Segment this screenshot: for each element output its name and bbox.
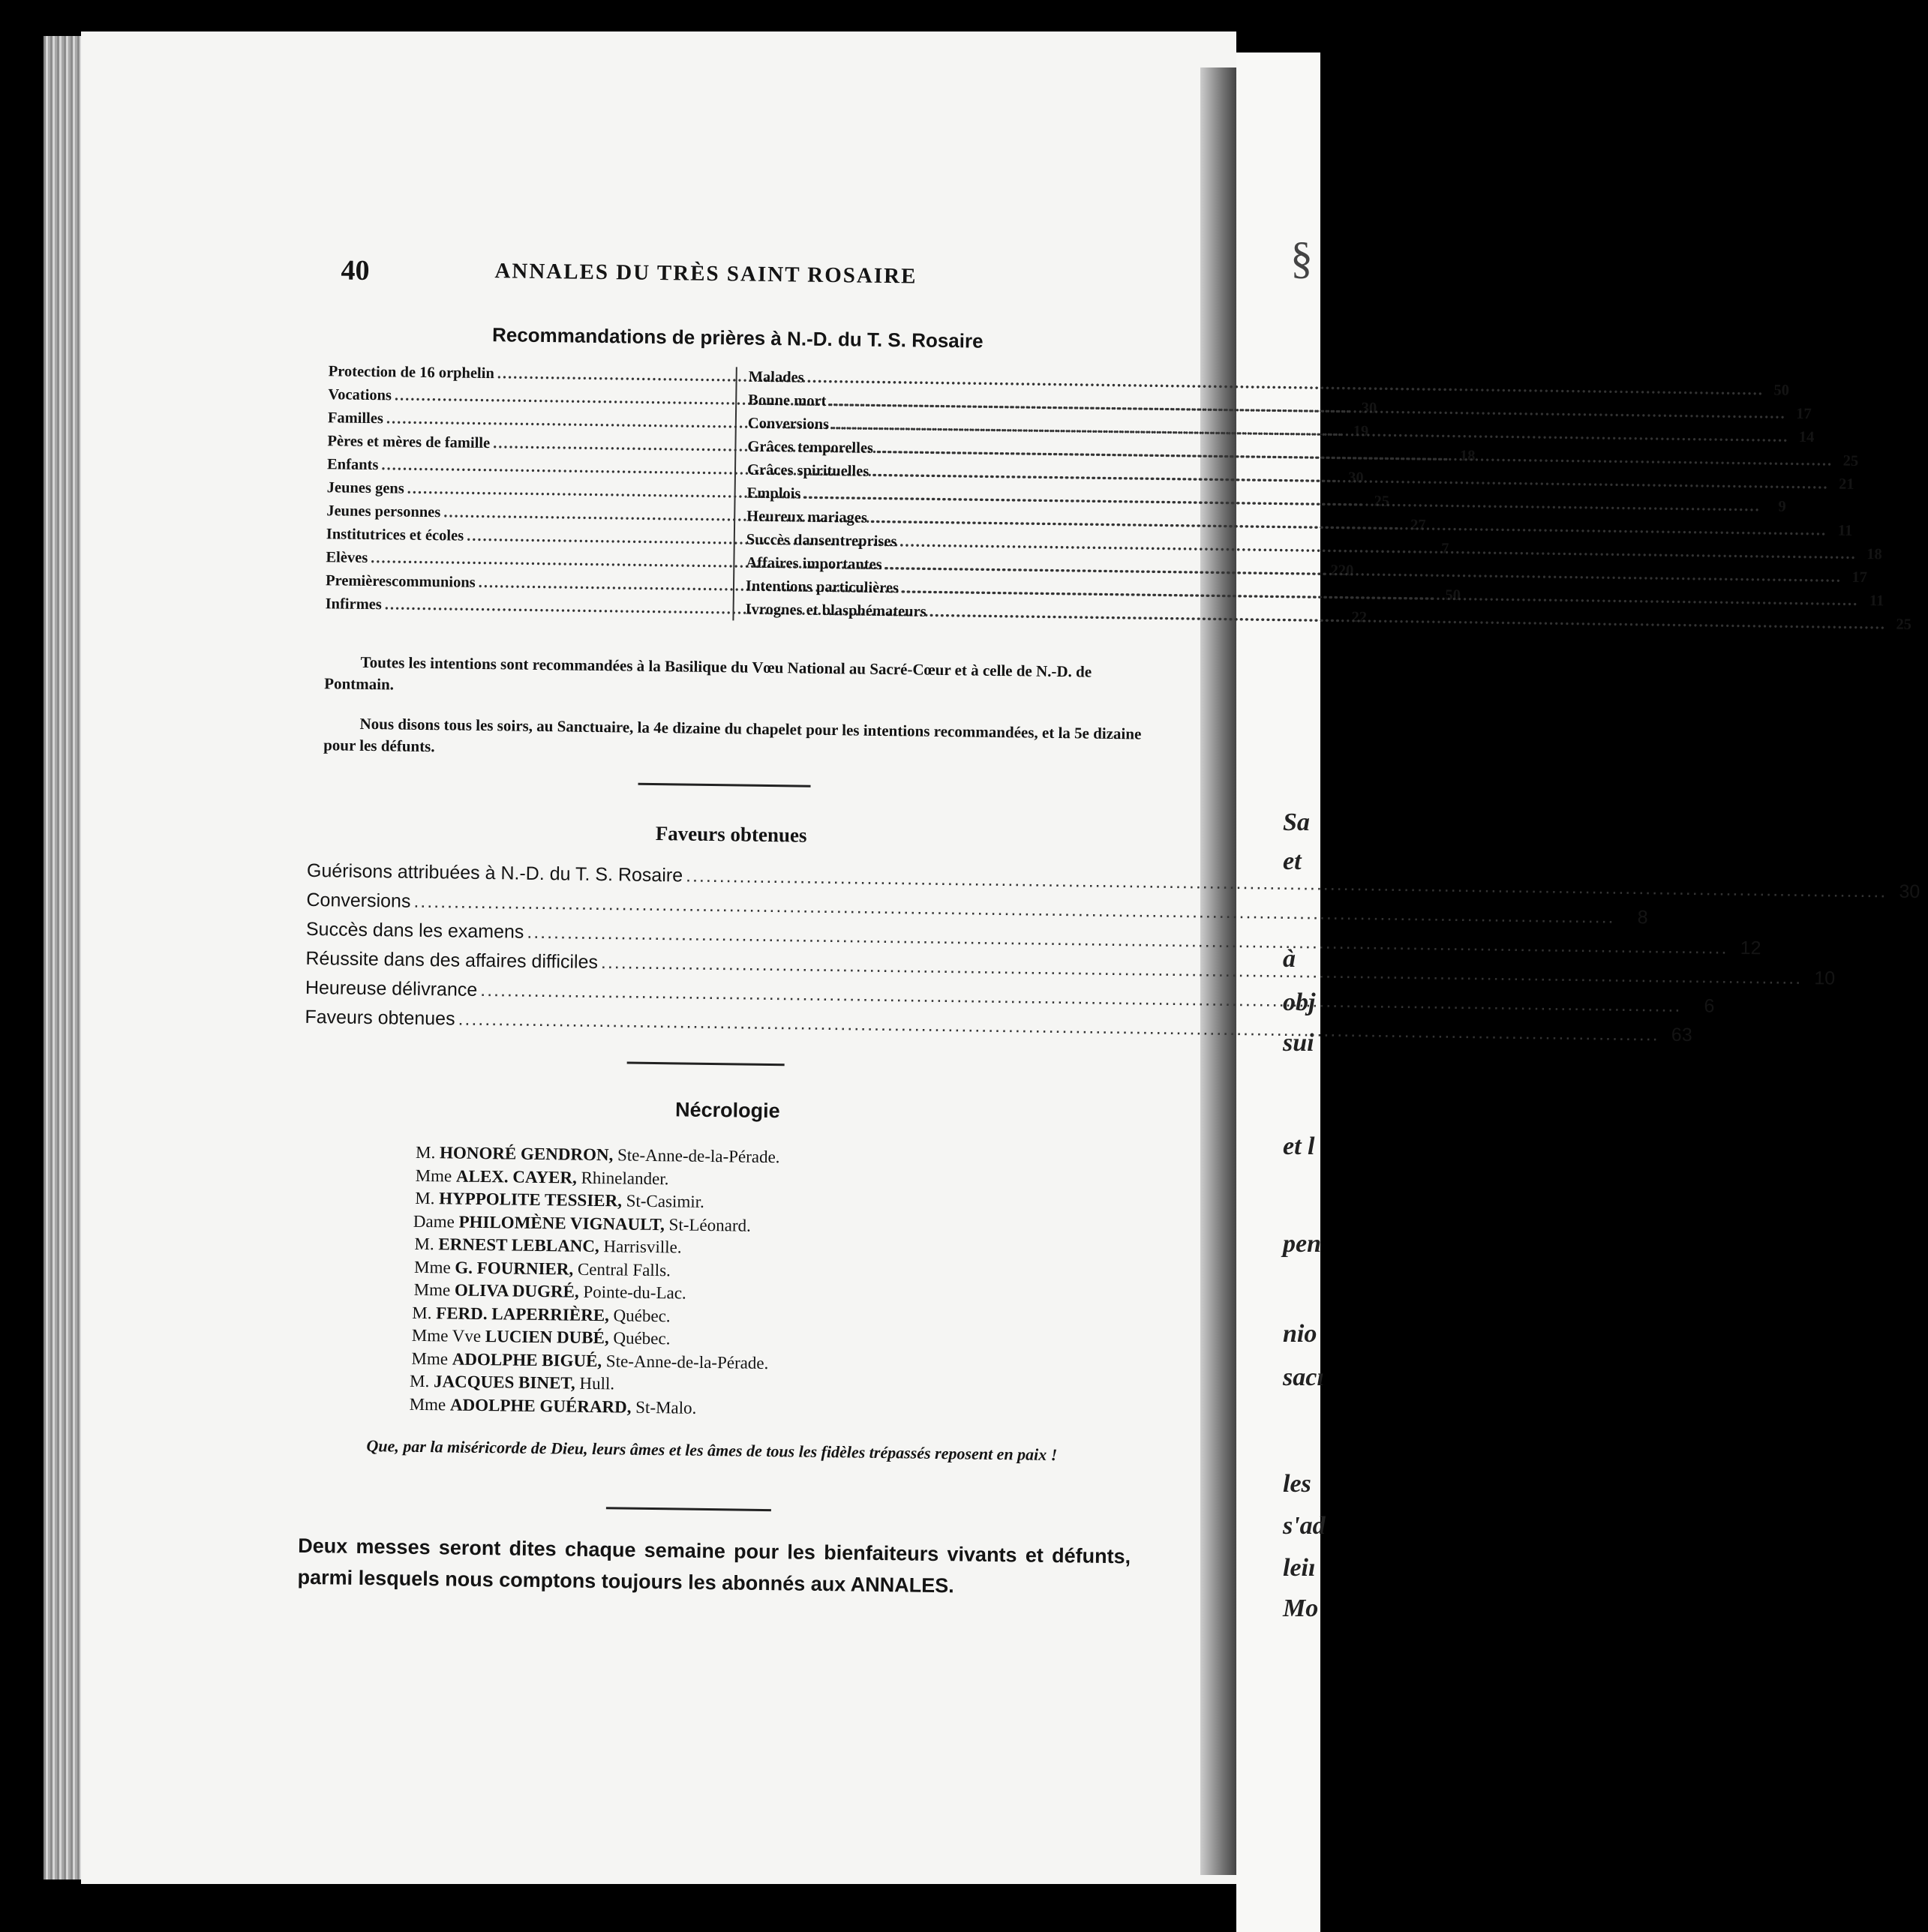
facing-page-fragment: leiı (1283, 1554, 1316, 1582)
necrologie-prefix: Mme (411, 1348, 449, 1368)
recommandations-heading: Recommandations de prières à N.-D. du T. S. Rosaire (491, 323, 984, 352)
facing-page-fragment: obj (1283, 988, 1316, 1016)
recommandation-row-count: 30 (1348, 470, 1364, 487)
recommandation-row-label: Jeunes personnes (326, 502, 441, 521)
facing-page-fragment: Mo (1283, 1594, 1319, 1622)
running-title: ANNALES DU TRÈS SAINT ROSAIRE (494, 259, 917, 289)
necrologie-list (303, 1140, 1151, 1418)
necrologie-name: ALEX. CAYER, (455, 1166, 577, 1187)
necrologie-prefix: Dame (413, 1211, 455, 1232)
necrologie-entry (415, 1187, 704, 1214)
necrologie-prefix: M. (415, 1142, 436, 1162)
facing-page-fragment: les (1283, 1470, 1311, 1498)
faveurs-heading: Faveurs obtenues (655, 822, 807, 847)
recommandation-row-label: Institutrices et écoles (326, 526, 464, 544)
necrologie-name: G. FOURNIER, (455, 1258, 574, 1279)
facing-page-fragment: Sa (1283, 808, 1310, 836)
recommandation-row-label: Bonne mort (748, 392, 827, 410)
recommandation-row-label: Intentions particulières (745, 578, 899, 597)
divider-rule (638, 783, 811, 788)
faveur-row-label: Succès dans les examens (305, 918, 524, 943)
necrologie-entry (413, 1279, 686, 1305)
facing-page-fragment: sui (1283, 1029, 1314, 1057)
faveur-row-label: Faveurs obtenues (305, 1006, 455, 1030)
necrologie-name: JACQUES BINET, (433, 1372, 575, 1393)
necrologie-prefix: Mme Vve (411, 1325, 482, 1346)
necrologie-entry (415, 1164, 668, 1190)
necrologie-prefix: Mme (409, 1394, 446, 1414)
recommandation-row-count: 18 (1459, 447, 1476, 465)
recommandation-row-label: Elèves (326, 549, 368, 566)
recommandation-row-count: 17 (1851, 568, 1868, 586)
necrologie-place: St-Casimir. (626, 1191, 705, 1211)
recommandation-row-label: Premièrescommunions (325, 572, 476, 591)
necrologie-entry (409, 1393, 696, 1420)
faveur-row-label: Réussite dans des affaires difficiles (305, 947, 599, 974)
necrologie-place: Pointe-du-Lac. (583, 1282, 686, 1303)
recommandation-row-label: Vocations (328, 386, 392, 404)
necrologie-name: HYPPOLITE TESSIER, (439, 1189, 623, 1210)
necrologie-place: Central Falls. (577, 1259, 671, 1280)
necrologie-place: Québec. (613, 1328, 671, 1348)
faveur-row-label: Conversions (306, 889, 411, 912)
recommandation-row-label: Jeunes gens (326, 479, 404, 497)
necrologie-prefix: M. (412, 1303, 432, 1322)
necrologie-place: Rhinelander. (581, 1168, 669, 1188)
necrologie-entry (412, 1324, 671, 1351)
necrologie-name: HONORÉ GENDRON, (439, 1143, 614, 1165)
recommandation-row-count: 19 (1353, 423, 1369, 440)
recommandation-row-count: 7 (1441, 540, 1449, 557)
recommandation-row-count: 220 (1330, 562, 1354, 580)
necrologie-entry (410, 1370, 614, 1396)
facing-page-fragment: nio (1283, 1320, 1317, 1348)
recommandation-row-label: Protection de 16 orphelin (328, 363, 494, 382)
necrologie-entry (414, 1256, 671, 1282)
facing-page-fragment: à (1283, 945, 1296, 973)
faveur-row-count: 63 (1671, 1024, 1692, 1046)
necrologie-heading: Nécrologie (674, 1098, 780, 1123)
recommandation-row-count: 50 (1445, 586, 1461, 604)
recommandation-row-count: 18 (1866, 546, 1882, 563)
recommandation-row-label: Infirmes (325, 596, 382, 614)
recommandation-row-label: Familles (327, 410, 384, 428)
recommandation-row-count: 11 (1837, 522, 1853, 539)
necrologie-prefix: M. (414, 1234, 434, 1254)
recommandation-row-count: 21 (1838, 476, 1854, 493)
recommandation-row-label: Grâces spirituelles (746, 461, 869, 480)
necrologie-entry (414, 1233, 681, 1259)
faveur-row-count: 10 (1814, 968, 1836, 989)
faveur-row-label: Guérisons attribuées à N.-D. du T. S. Rosaire (306, 860, 683, 886)
recommandation-row-count: 17 (1796, 405, 1812, 423)
recommandation-row-label: Malades (748, 368, 804, 386)
recommandation-row-count: 25 (1896, 616, 1912, 633)
necrologie-prefix: M. (415, 1188, 435, 1208)
page-number: 40 (341, 254, 370, 286)
divider-rule (627, 1062, 785, 1066)
necrologie-name: ADOLPHE BIGUÉ, (452, 1349, 602, 1370)
necrologie-place: Harrisville. (603, 1237, 682, 1257)
recommandation-row-label: Pères et mères de famille (327, 433, 491, 452)
recommandation-row-count: 25 (1374, 493, 1390, 510)
necrologie-name: ERNEST LEBLANC, (438, 1234, 599, 1256)
necrologie-place: Québec. (613, 1305, 671, 1325)
necrologie-prefix: M. (409, 1371, 430, 1391)
recommandation-row-label: Heureux mariages (746, 508, 868, 526)
recommandation-row-label: Succès dansentreprises (746, 531, 897, 550)
recommandation-row-label: Grâces temporelles (747, 438, 874, 457)
rosary-note: Nous disons tous les soirs, au Sanctuaire, la 4e dizaine du chapelet pour les intentions recommandées, et la 5e dizaine pour les défunts. (323, 714, 1142, 756)
facing-page-fragment: et (1283, 848, 1302, 875)
faveur-row-count: 6 (1704, 995, 1715, 1017)
necrologie-prefix: Mme (413, 1257, 451, 1276)
facing-page-fragment: s'ad (1283, 1512, 1326, 1540)
recommandation-row-count: 50 (1773, 382, 1790, 399)
necrologie-name: ADOLPHE GUÉRARD, (449, 1394, 632, 1417)
page-stack-edge (44, 36, 83, 1880)
faveur-row-label: Heureuse délivrance (305, 976, 478, 1000)
necrologie-name: LUCIEN DUBÉ, (485, 1327, 609, 1348)
masses-note: Deux messes seront dites chaque semaine pour les bienfaiteurs vivants et défunts, parmi lesquels nous comptons toujours les abonnés aux ANNALES. (297, 1534, 1131, 1598)
recommandation-row-count: 27 (1410, 517, 1426, 534)
facing-page-fragment: sacı (1283, 1364, 1324, 1391)
necrologie-name: FERD. LAPERRIÈRE, (436, 1303, 610, 1324)
necrologie-prefix: Mme (413, 1280, 451, 1300)
recommandation-row-count: 9 (1778, 498, 1786, 515)
divider-rule (606, 1507, 771, 1511)
intentions-note: Toutes les intentions sont recommandées à la Basilique du Vœu National au Sacré-Cœur et à celle de N.-D. de Pontmain. (324, 652, 1092, 694)
necrologie-place: Ste-Anne-de-la-Pérade. (617, 1145, 780, 1167)
recommandation-row-count: 22 (1351, 609, 1368, 626)
recommandation-row-label: Affaires importantes (746, 554, 882, 573)
faveur-row-count: 8 (1637, 907, 1648, 928)
necrologie-entry (412, 1301, 671, 1328)
recommandation-row-label: Emplois (746, 484, 801, 502)
recommandation-row-count: 30 (1361, 400, 1377, 417)
recommandation-row-count: 25 (1842, 452, 1859, 470)
necrologie-place: St-Léonard. (668, 1214, 752, 1235)
facing-page-fragment: et l (1283, 1132, 1315, 1160)
prayer-for-deceased: Que, par la miséricorde de Dieu, leurs âmes et les âmes de tous les fidèles trépassés reposent en paix ! (366, 1436, 1058, 1465)
recommandation-row-label: Ivrognes et blasphémateurs (745, 601, 926, 620)
ornament-glyph: § (1290, 233, 1313, 283)
recommandation-row-label: Enfants (326, 456, 379, 474)
necrologie-name: OLIVA DUGRÉ, (454, 1280, 579, 1301)
faveur-row-count: 12 (1740, 937, 1761, 959)
recommandation-row-count: 14 (1798, 428, 1815, 446)
page-header (329, 254, 1163, 302)
necrologie-name: PHILOMÈNE VIGNAULT, (458, 1212, 665, 1234)
recommandation-row-count: 11 (1869, 592, 1884, 610)
recommandation-row-label: Conversions (747, 415, 830, 433)
necrologie-place: St-Malo. (635, 1397, 697, 1418)
necrologie-place: Hull. (579, 1373, 615, 1394)
necrologie-prefix: Mme (415, 1166, 452, 1185)
necrologie-place: Ste-Anne-de-la-Pérade. (605, 1351, 769, 1372)
faveur-row-count: 30 (1899, 880, 1920, 903)
facing-page-fragment: pen (1283, 1230, 1321, 1258)
